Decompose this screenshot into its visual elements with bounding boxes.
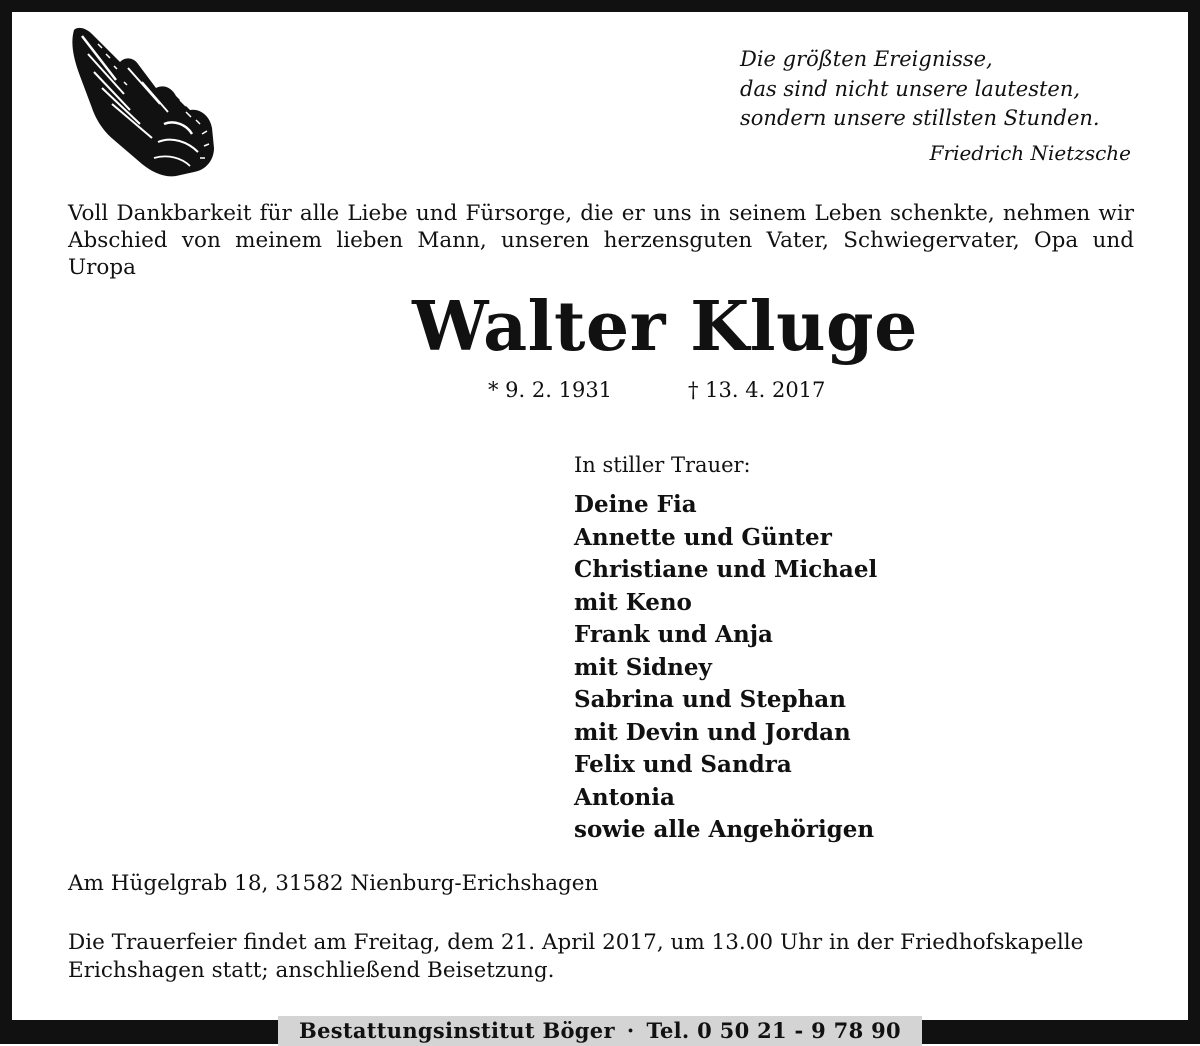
deceased-name: Walter Kluge [412,287,918,367]
quote-line: sondern unsere stillsten Stunden. [740,106,1100,130]
mourners-list [574,489,877,847]
mourner-name: sowie alle Angehörigen [574,816,875,843]
intro-text: Voll Dankbarkeit für alle Liebe und Fürsorge, die er uns in seinem Leben schenkte, nehmen wir Abschied von meinem lieben Mann, unseren herzensguten Vater, Schwiegervater, Opa und Uropa [68,201,1134,280]
mourner-name: Annette und Günter [574,523,832,551]
birth-date: * 9. 2. 1931 [488,378,613,402]
quote-author: Friedrich Nietzsche [929,140,1131,165]
funeral-home-phone: Tel. 0 50 21 - 9 78 90 [646,1018,901,1043]
mourner-name: Christiane und Michael [574,556,878,583]
nietzsche-quote [740,45,1140,168]
mourner-name: mit Sidney [574,653,712,681]
quote-line: das sind nicht unsere lautesten, [740,76,1081,101]
mourner-name: Frank und Anja [574,621,773,648]
mourning-heading: In stiller Trauer: [574,453,751,477]
mourner-name: Sabrina und Stephan [574,686,846,713]
death-date: † 13. 4. 2017 [688,378,826,402]
funeral-service-info: Die Trauerfeier findet am Freitag, dem 21. April 2017, um 13.00 Uhr in der Friedhofskapelle Erichshagen statt; anschließend Beisetzung. [68,930,1084,983]
footer-separator: · [626,1018,635,1043]
mourner-name: mit Keno [574,588,692,616]
family-address: Am Hügelgrab 18, 31582 Nienburg-Erichshagen [68,871,599,896]
quote-line: Die größten Ereignisse, [740,47,993,71]
mourner-name: Deine Fia [574,491,697,518]
footer-text [278,1017,922,1045]
funeral-home-name: Bestattungsinstitut Böger [299,1018,615,1043]
mourner-name: Antonia [574,783,675,811]
praying-hands-icon [68,24,218,184]
mourner-name: Felix und Sandra [574,751,792,778]
mourner-name: mit Devin und Jordan [574,718,851,746]
